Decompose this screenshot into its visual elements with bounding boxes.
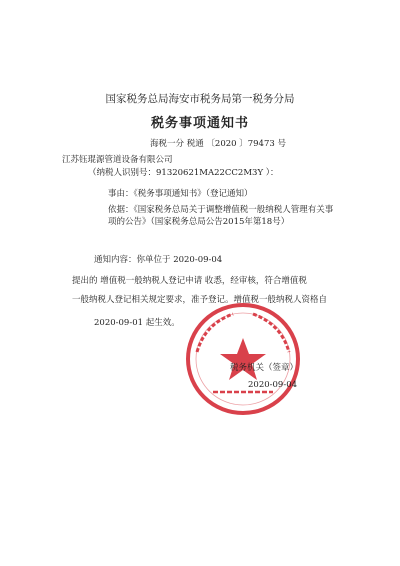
- official-seal-icon: [183, 300, 303, 418]
- basis-line-1: 依据：《国家税务总局关于调整增值税一般纳税人管理有关事: [108, 205, 334, 215]
- taxpayer-id: （纳税人识别号：91320621MA22CC2M3Y ）：: [88, 168, 279, 178]
- notice-content: 通知内容：你单位于 2020-09-04: [94, 255, 223, 265]
- issuing-authority: 国家税务总局海安市税务局第一税务分局: [105, 93, 295, 105]
- subject-line: 事由：《税务事项通知书》（登记通知）: [108, 189, 253, 199]
- signature-date: 2020-09-04: [248, 380, 298, 390]
- approval-line: 一般纳税人登记相关规定要求，准予登记。增值税一般纳税人资格自: [72, 295, 328, 305]
- signature-label: 税务机关（签章）: [230, 363, 299, 373]
- basis-line-2: 项的公告》（国家税务总局公告2015年第18号）: [108, 217, 290, 227]
- company-name: 江苏钰琨源管道设备有限公司: [62, 155, 173, 165]
- application-line: 提出的 增值税一般纳税人登记申请 收悉，经审核，符合增值税: [72, 276, 307, 286]
- document-title: 税务事项通知书: [150, 116, 249, 131]
- document-number: 海税一分 税通 〔2020 〕79473 号: [150, 139, 286, 149]
- effective-date-line: 2020-09-01 起生效。: [94, 318, 180, 328]
